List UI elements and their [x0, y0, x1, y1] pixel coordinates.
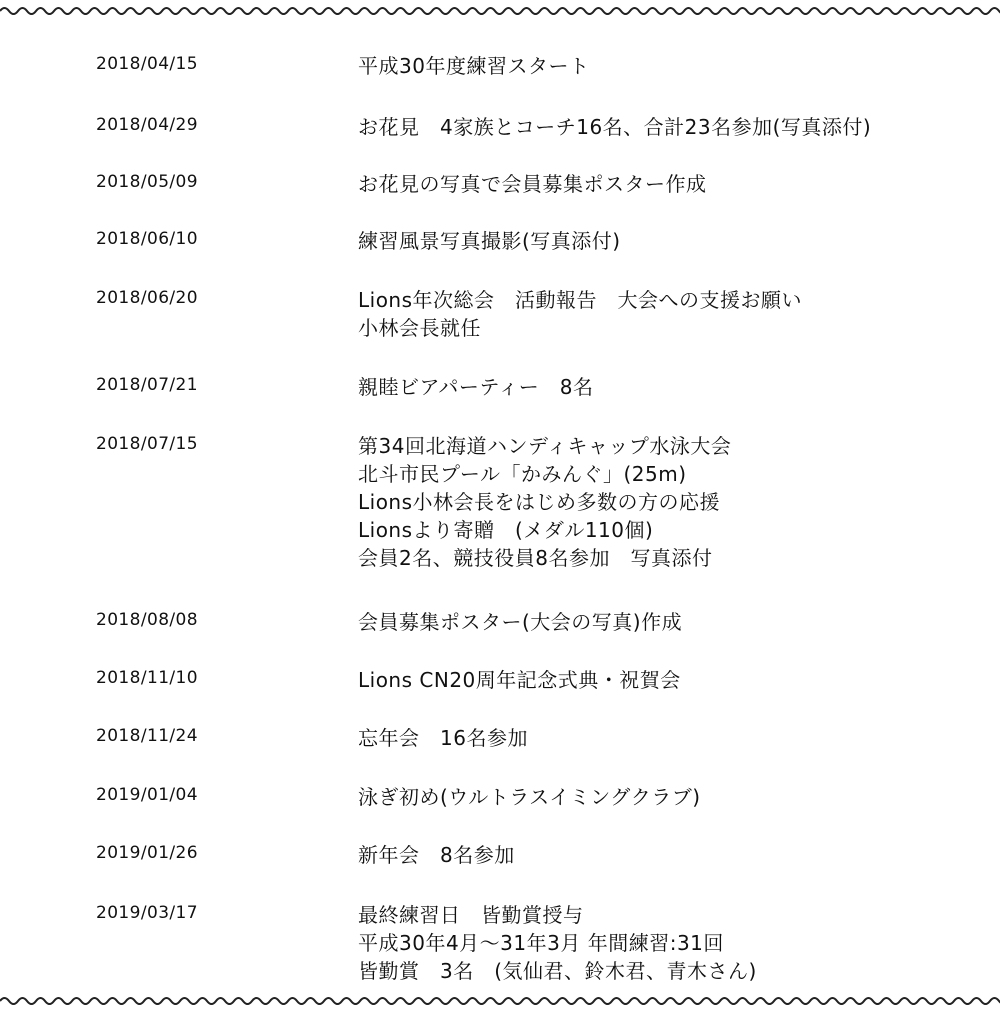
entry-date: 2019/03/17: [96, 903, 198, 923]
entry-description: [358, 783, 978, 811]
entry-description: [358, 432, 978, 572]
entry-line: お花見 4家族とコーチ16名、合計23名参加(写真添付): [358, 115, 872, 139]
entry-date: 2018/07/15: [96, 434, 198, 454]
entry-line: 泳ぎ初め(ウルトラスイミングクラブ): [358, 785, 701, 809]
entry-line: 第34回北海道ハンディキャップ水泳大会: [358, 434, 732, 458]
entry-date: 2018/06/20: [96, 288, 198, 308]
entry-description: [358, 52, 978, 80]
entry-line: Lions年次総会 活動報告 大会への支援お願い: [358, 288, 803, 312]
entry-line: 小林会長就任: [358, 316, 481, 340]
entry-line: 最終練習日 皆勤賞授与: [358, 903, 584, 927]
entry-date: 2018/11/10: [96, 668, 198, 688]
entry-date: 2018/08/08: [96, 610, 198, 630]
entry-description: [358, 373, 978, 401]
entry-line: Lions CN20周年記念式典・祝賀会: [358, 668, 681, 692]
entry-date: 2018/11/24: [96, 726, 198, 746]
entry-date: 2019/01/04: [96, 785, 198, 805]
entry-line: Lions小林会長をはじめ多数の方の応援: [358, 490, 721, 514]
entry-description: [358, 286, 978, 342]
entry-description: [358, 608, 978, 636]
bottom-wavy-border: [0, 994, 1000, 1008]
entry-description: [358, 724, 978, 752]
entry-line: 新年会 8名参加: [358, 843, 515, 867]
entry-date: 2018/04/15: [96, 54, 198, 74]
entry-date: 2018/04/29: [96, 115, 198, 135]
entry-line: 忘年会 16名参加: [358, 726, 528, 750]
entry-line: 平成30年4月～31年3月 年間練習:31回: [358, 931, 724, 955]
entry-date: 2018/05/09: [96, 172, 198, 192]
entry-line: Lionsより寄贈 (メダル110個): [358, 518, 654, 542]
entry-line: 親睦ビアパーティー 8名: [358, 375, 594, 399]
entry-line: お花見の写真で会員募集ポスター作成: [358, 172, 707, 196]
entry-description: [358, 113, 978, 141]
entry-line: 会員2名、競技役員8名参加 写真添付: [358, 546, 713, 570]
entry-description: [358, 227, 978, 255]
entry-line: 平成30年度練習スタート: [358, 54, 590, 78]
entry-date: 2018/07/21: [96, 375, 198, 395]
entry-line: 練習風景写真撮影(写真添付): [358, 229, 621, 253]
entry-description: [358, 170, 978, 198]
entry-description: [358, 841, 978, 869]
entry-line: 会員募集ポスター(大会の写真)作成: [358, 610, 683, 634]
entry-date: 2018/06/10: [96, 229, 198, 249]
entry-line: 皆勤賞 3名 (気仙君、鈴木君、青木さん): [358, 959, 757, 983]
entry-line: 北斗市民プール「かみんぐ」(25m): [358, 462, 687, 486]
entry-description: [358, 666, 978, 694]
entry-date: 2019/01/26: [96, 843, 198, 863]
entry-description: [358, 901, 978, 985]
